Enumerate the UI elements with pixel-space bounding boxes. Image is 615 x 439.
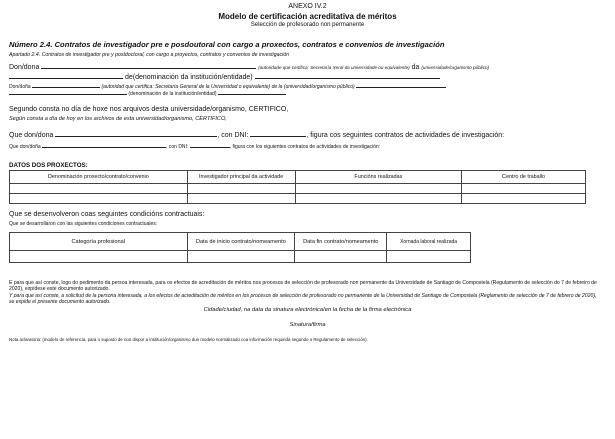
- certify-line-gl: [9, 129, 504, 139]
- intro-denominacion: (denominación da institución/entidade): [132, 74, 253, 81]
- projects-row: [10, 184, 586, 194]
- intro-line-4: [9, 90, 286, 97]
- projects-row: [10, 194, 586, 204]
- figura: , figura cos seguintes contratos de actividades de investigación:: [306, 132, 505, 139]
- condition-cell[interactable]: [187, 251, 295, 263]
- que-dondona: Que don/dona: [9, 132, 54, 139]
- condition-cell[interactable]: [10, 251, 188, 263]
- section-title: Número 2.4. Contratos de investigador pre e posdoutoral con cargo a proxectos, contratos e convenios de investigación: [9, 40, 445, 49]
- conditions-col-4: Xornada laboral realizada: [387, 233, 471, 251]
- intro-line-2: [9, 71, 440, 81]
- que-dondona-es: Que don/doña: [9, 144, 41, 150]
- person-name-field[interactable]: [55, 129, 217, 137]
- conditions-row: [10, 251, 471, 263]
- certify-gl: Segundo consta no día de hoxe nos arquivos desta universidade/organismo, CERTIFICO,: [9, 106, 289, 113]
- intro-line-1: [9, 61, 489, 71]
- university-field-es[interactable]: [356, 83, 446, 88]
- annex-label: ANEXO IV.2: [288, 3, 327, 10]
- project-cell[interactable]: [10, 184, 188, 194]
- project-cell[interactable]: [187, 194, 295, 204]
- name-field[interactable]: [41, 61, 256, 69]
- document-subtitle: Selección de profesorado non permanente: [250, 22, 365, 28]
- project-cell[interactable]: [462, 184, 586, 194]
- project-cell[interactable]: [187, 184, 295, 194]
- dni-field-es[interactable]: [190, 143, 230, 148]
- projects-col-3: Funcións realizadas: [295, 171, 462, 184]
- projects-col-2: Investigador principal da actividade: [187, 171, 295, 184]
- clarifying-note: Nota aclaratoria: (modelo de referencia, para o suposto de non dispor a institución/organismo dun modelo normalizado coa información requirida segundo o Regulamento de selección).: [9, 337, 368, 342]
- conditions-col-2: Data de inicio contrato/nomeamento: [187, 233, 295, 251]
- intro-dondona: Don/dona: [9, 64, 40, 71]
- projects-col-1: Denominación proxecto/contrato/convenio: [10, 171, 188, 184]
- institution-field[interactable]: [255, 71, 440, 79]
- projects-col-4: Centro de traballo: [462, 171, 586, 184]
- con-dni-es: , con DNI:: [166, 144, 189, 150]
- projects-heading: DATOS DOS PROXECTOS:: [9, 162, 88, 169]
- intro-denominacion-es: (denominación de la institución/entidad): [128, 91, 217, 97]
- intro-autoridad-es: (autoridad que certifica: Secretaría General de la Universidad o equivalente) de la (universidad/organismo público): [101, 84, 355, 90]
- certify-es: Según consta a día de hoy en los archivos de esta universidad/organismo, CERTIFICO,: [9, 116, 227, 122]
- conditions-col-1: Categoría profesional: [10, 233, 188, 251]
- document-title: Modelo de certificación acreditativa de méritos: [218, 12, 397, 21]
- intro-donna-es: Don/doña: [9, 84, 31, 90]
- intro-de: de: [124, 74, 133, 81]
- conditions-es: Que se desarrollaron con las siguientes condiciones contractuales:: [9, 221, 158, 227]
- condition-cell[interactable]: [295, 251, 387, 263]
- signature-label: Sinatura/firma: [289, 322, 326, 328]
- dni-field[interactable]: [250, 129, 306, 137]
- project-cell[interactable]: [295, 184, 462, 194]
- project-cell[interactable]: [10, 194, 188, 204]
- intro-autoridade: (autoridade que certifica: Secretaría Xeral da universidade ou equivalente): [258, 65, 410, 70]
- institution-field-es[interactable]: [9, 90, 127, 95]
- city-date-line: Cidade/ciudad, na data da sinatura electrónica/en la fecha de la firma electrónica: [203, 307, 412, 313]
- projects-table: [9, 170, 586, 204]
- conditions-table: [9, 232, 471, 263]
- project-cell[interactable]: [295, 194, 462, 204]
- figura-es: , figura con los siguientes contratos de actividades de investigación:: [229, 144, 381, 150]
- name-field-es[interactable]: [32, 83, 100, 88]
- conditions-gl: Que se desenvolveron coas seguintes condicións contractuais:: [9, 211, 205, 218]
- section-title-es: Apartado 2.4. Contratos de investigador pre y postdoctoral, con cargo a proyectos, contratos y convenios de investigación: [9, 52, 289, 58]
- intro-univ: (universidade/organismo público): [421, 65, 490, 70]
- project-cell[interactable]: [462, 194, 586, 204]
- university-field[interactable]: [9, 71, 123, 79]
- intro-line-3: [9, 83, 446, 90]
- certify-line-es: [9, 143, 380, 150]
- con-dni: , con DNI:: [217, 132, 249, 139]
- intro-da: da: [411, 64, 420, 71]
- conditions-col-3: Data fin contrato/nomeamento: [295, 233, 387, 251]
- condition-cell[interactable]: [387, 251, 471, 263]
- person-name-field-es[interactable]: [42, 143, 166, 148]
- institution-tail-field-es[interactable]: [218, 90, 286, 95]
- footer-es: Y para que así conste, a solicitud de la persona interesada, a los efectos de acreditación de méritos en los procesos de selección de profesorado no permanente de la Universidad de Santiago de Compostela (Reglamento de selección de 7 de febrero de 2020), se expide el presente documento autorizado.: [9, 293, 597, 306]
- footer-gl: E para que así conste, logo do pedimento da persoa interesada, para os efectos de acreditación de méritos nos procesos de selección de profesorado non permanente da Universidade de Santiago de Compostela (Regulamento de selección do 7 de febreiro de 2020), expídese este documento autorizado.: [9, 280, 597, 293]
